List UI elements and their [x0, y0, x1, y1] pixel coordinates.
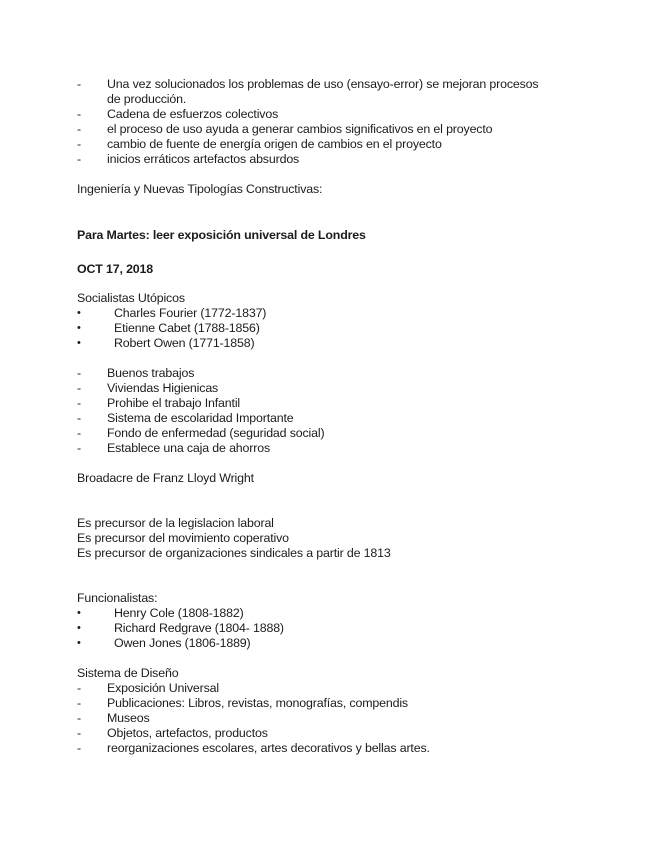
- dash-marker: -: [77, 741, 81, 755]
- assignment-note: Para Martes: leer exposición universal de Londres: [77, 228, 366, 242]
- list-item-text: Etienne Cabet (1788-1856): [114, 321, 260, 335]
- list-item-text: Henry Cole (1808-1882): [114, 606, 244, 620]
- list-item-text: Fondo de enfermedad (seguridad social): [107, 426, 325, 440]
- list-item-text: inicios erráticos artefactos absurdos: [107, 152, 300, 166]
- bullet-marker: •: [77, 637, 81, 649]
- paragraph: Es precursor de la legislacion laboral: [77, 516, 274, 530]
- section-heading: Sistema de Diseño: [77, 666, 179, 680]
- dash-marker: -: [77, 711, 81, 725]
- list-item-text: Sistema de escolaridad Importante: [107, 411, 294, 425]
- date-heading: OCT 17, 2018: [77, 262, 154, 276]
- paragraph: Es precursor del movimiento coperativo: [77, 531, 289, 545]
- bullet-marker: •: [77, 607, 81, 619]
- list-item-text: de producción.: [107, 92, 187, 106]
- dash-marker: -: [77, 137, 81, 151]
- paragraph: Es precursor de organizaciones sindicales a partir de 1813: [77, 546, 391, 560]
- list-item-text: Robert Owen (1771-1858): [114, 336, 255, 350]
- dash-marker: -: [77, 681, 81, 695]
- list-item-text: Cadena de esfuerzos colectivos: [107, 107, 279, 121]
- list-item-text: Establece una caja de ahorros: [107, 441, 271, 455]
- dash-marker: -: [77, 441, 81, 455]
- dash-marker: -: [77, 726, 81, 740]
- list-item-text: el proceso de uso ayuda a generar cambios significativos en el proyecto: [107, 122, 493, 136]
- dash-marker: -: [77, 366, 81, 380]
- dash-marker: -: [77, 107, 81, 121]
- dash-marker: -: [77, 411, 81, 425]
- list-item-text: Prohibe el trabajo Infantil: [107, 396, 241, 410]
- bullet-marker: •: [77, 622, 81, 634]
- list-item-text: Objetos, artefactos, productos: [107, 726, 268, 740]
- list-item-text: Richard Redgrave (1804- 1888): [114, 621, 284, 635]
- list-item-text: Una vez solucionados los problemas de uso (ensayo-error) se mejoran procesos: [107, 77, 539, 91]
- list-item-text: Publicaciones: Libros, revistas, monografías, compendis: [107, 696, 408, 710]
- list-item-text: Owen Jones (1806-1889): [114, 636, 251, 650]
- dash-marker: -: [77, 152, 81, 166]
- dash-marker: -: [77, 426, 81, 440]
- dash-marker: -: [77, 696, 81, 710]
- section-heading: Ingeniería y Nuevas Tipologías Constructivas:: [77, 182, 323, 196]
- list-item-text: Viviendas Higienicas: [107, 381, 219, 395]
- paragraph: Broadacre de Franz Lloyd Wright: [77, 471, 254, 485]
- list-item-text: Buenos trabajos: [107, 366, 195, 380]
- dash-marker: -: [77, 122, 81, 136]
- bullet-marker: •: [77, 307, 81, 319]
- dash-marker: -: [77, 396, 81, 410]
- list-item-text: cambio de fuente de energía origen de cambios en el proyecto: [107, 137, 442, 151]
- list-item-text: reorganizaciones escolares, artes decorativos y bellas artes.: [107, 741, 430, 755]
- list-item-text: Museos: [107, 711, 150, 725]
- section-heading: Socialistas Utópicos: [77, 291, 185, 305]
- dash-marker: -: [77, 381, 81, 395]
- bullet-marker: •: [77, 337, 81, 349]
- bullet-marker: •: [77, 322, 81, 334]
- list-item-text: Charles Fourier (1772-1837): [114, 306, 267, 320]
- list-item-text: Exposición Universal: [107, 681, 220, 695]
- section-heading: Funcionalistas:: [77, 591, 158, 605]
- dash-marker: -: [77, 77, 81, 91]
